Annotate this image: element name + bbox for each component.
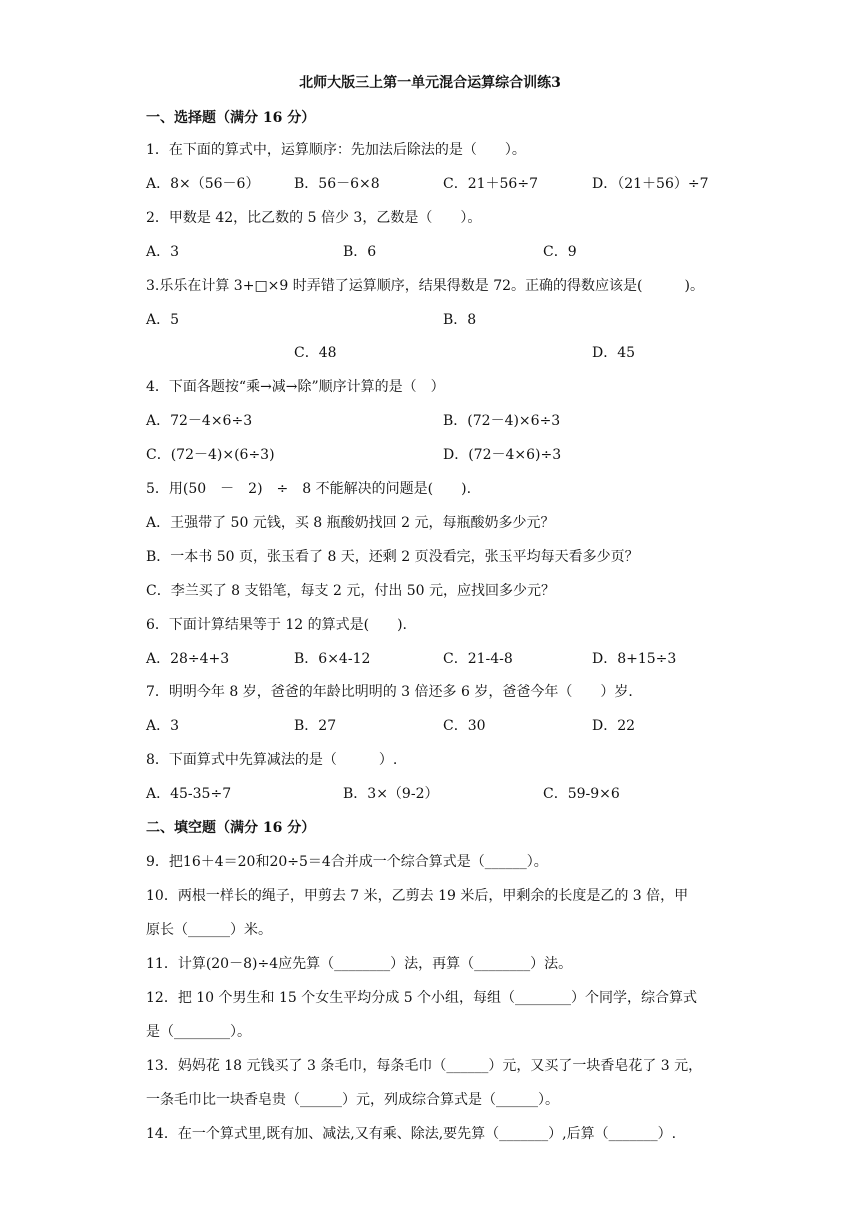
question-5-stem: 5．用(50 － 2) ÷ 8 不能解决的问题是( ). — [146, 481, 472, 497]
question-1-option-a: A．8×（56－6） — [146, 176, 260, 192]
question-1-option-d: D．（21＋56）÷7 — [592, 176, 709, 192]
question-2-option-b: B．6 — [343, 244, 377, 260]
question-7-option-d: D．22 — [592, 718, 636, 734]
question-4-option-a: A．72－4×6÷3 — [146, 413, 253, 429]
question-7-option-c: C．30 — [443, 718, 486, 734]
question-6-option-c: C．21-4-8 — [443, 651, 513, 667]
question-8-option-b: B．3×（9-2） — [343, 786, 439, 802]
question-8-option-a: A．45-35÷7 — [146, 786, 232, 802]
question-2-option-c: C．9 — [543, 244, 577, 260]
question-13-line-2: 一条毛巾比一块香皂贵（______）元，列成综合算式是（______）。 — [146, 1092, 559, 1108]
question-6-option-d: D．8+15÷3 — [592, 651, 677, 667]
question-7-option-a: A．3 — [146, 718, 180, 734]
question-8-stem: 8．下面算式中先算减法的是（ ）. — [146, 752, 398, 768]
question-8-option-c: C．59-9×6 — [543, 786, 620, 802]
question-7-stem: 7．明明今年 8 岁，爸爸的年龄比明明的 3 倍还多 6 岁，爸爸今年（ ）岁． — [146, 684, 643, 700]
question-2-stem: 2．甲数是 42，比乙数的 5 倍少 3，乙数是（ ）。 — [146, 210, 482, 226]
question-12-line-2: 是（________）。 — [146, 1024, 251, 1040]
question-3-stem: 3.乐乐在计算 3+□×9 时弄错了运算顺序，结果得数是 72。正确的得数应该是( )。 — [146, 278, 704, 294]
question-1-option-b: B．56－6×8 — [294, 176, 380, 192]
question-4-option-d: D．(72－4×6)÷3 — [443, 447, 562, 463]
question-3-option-a: A．5 — [146, 312, 180, 328]
question-4-option-c: C．(72－4)×(6÷3) — [146, 447, 275, 463]
question-4-option-b: B．(72－4)×6÷3 — [443, 413, 561, 429]
question-11: 11．计算(20－8)÷4应先算（________）法，再算（________）法。 — [146, 956, 573, 972]
question-3-option-d: D．45 — [592, 345, 636, 361]
question-9: 9．把16＋4＝20和20÷5＝4合并成一个综合算式是（______）。 — [146, 854, 548, 870]
section-heading-choice: 一、选择题（满分 16 分） — [146, 110, 316, 126]
question-6-option-a: A．28÷4+3 — [146, 651, 230, 667]
section-heading-fill: 二、填空题（满分 16 分） — [146, 820, 316, 836]
question-6-option-b: B．6×4-12 — [294, 651, 371, 667]
question-3-option-b: B．8 — [443, 312, 477, 328]
question-5-option-c: C．李兰买了 8 支铅笔，每支 2 元，付出 50 元，应找回多少元？ — [146, 583, 556, 599]
question-3-option-c: C．48 — [294, 345, 337, 361]
question-2-option-a: A．3 — [146, 244, 180, 260]
question-10-line-1: 10．两根一样长的绳子，甲剪去 7 米，乙剪去 19 米后，甲剩余的长度是乙的 3 倍，甲 — [146, 888, 689, 904]
question-5-option-a: A．王强带了 50 元钱，买 8 瓶酸奶找回 2 元，每瓶酸奶多少元？ — [146, 515, 555, 531]
question-4-stem: 4．下面各题按“乘→减→除”顺序计算的是（ ） — [146, 379, 445, 395]
question-5-option-b: B．一本书 50 页，张玉看了 8 天，还剩 2 页没看完，张玉平均每天看多少页？ — [146, 549, 639, 565]
question-1-option-c: C．21＋56÷7 — [443, 176, 538, 192]
question-6-stem: 6．下面计算结果等于 12 的算式是( ). — [146, 617, 407, 633]
question-13-line-1: 13．妈妈花 18 元钱买了 3 条毛巾，每条毛巾（______）元，又买了一块香皂花了 3 元， — [146, 1058, 703, 1074]
question-12-line-1: 12．把 10 个男生和 15 个女生平均分成 5 个小组，每组（________）个同学，综合算式 — [146, 990, 698, 1006]
question-14: 14．在一个算式里,既有加、减法,又有乘、除法,要先算（_______）,后算（_______）. — [146, 1126, 677, 1142]
page-title: 北师大版三上第一单元混合运算综合训练3 — [299, 75, 561, 91]
question-7-option-b: B．27 — [294, 718, 337, 734]
question-10-line-2: 原长（______）米。 — [146, 922, 272, 938]
question-1-stem: 1．在下面的算式中，运算顺序：先加法后除法的是（ ）。 — [146, 142, 526, 158]
